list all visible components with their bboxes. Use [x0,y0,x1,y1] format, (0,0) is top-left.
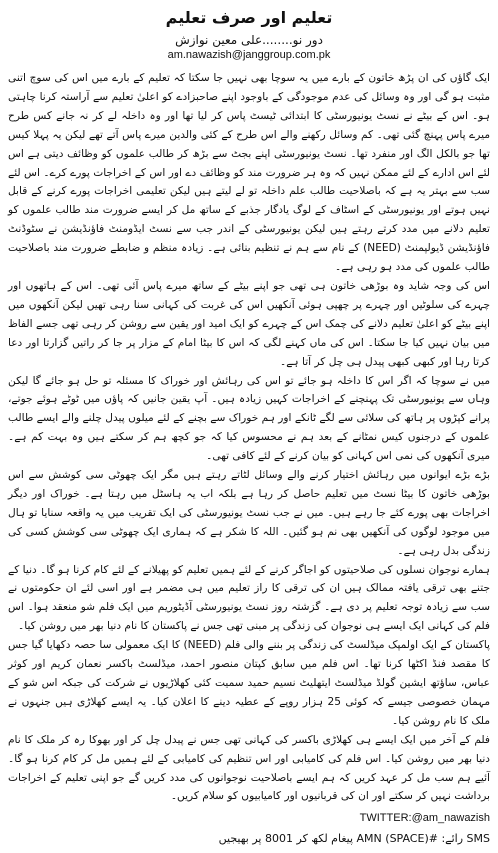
article-paragraph: ہمارے نوجوان نسلوں کی صلاحیتوں کو اجاگر کرنے کے لئے ہمیں تعلیم کو پھیلانے کے لئے کام کرنا ہو گا۔ دنیا کے جتنے بھی ترقی یافتہ ممالک ہیں ان کی ترقی کا راز تعلیم میں ہی مضمر ہے اور اسی لئے ان حکومتوں نے سب سے زیادہ توجہ تعلیم پر دی ہے۔ گزشتہ روز نسٹ یونیورسٹی آڈیٹوریم میں ایک فلم شو منعقد ہوا۔ اس فلم کی کہانی ایک ایسے ہی نوجوان کی زندگی پر مبنی تھی جس نے پاکستان کا نام دنیا بھر میں روشن کیا۔ [8,563,490,633]
article-paragraph: پاکستان کے ایک اولمپک میڈلسٹ کی زندگی پر بننے والی فلم (NEED) کا ایک معمولی سا حصہ دکھایا گیا جس کا مقصد فنڈ اکٹھا کرنا تھا۔ اس فلم میں سابق کپتان منصور احمد، میڈلسٹ باکسر نعمان کریم اور کوثر عباس، ساؤتھ ایشین گولڈ میڈلسٹ ایتھلیٹ نسیم حمید سمیت کئی کھلاڑیوں نے شرکت کی جبکہ اس شو کے مہمان خصوصی جیسے کہ کوئی 25 ہزار روپے کے عطیہ دینے کا اعلان کیا۔ یہ ایسے کھلاڑی ہیں جنہوں نے ملک کا نام روشن کیا۔ [8,639,490,727]
article-paragraph: میں نے سوچا کہ اگر اس کا داخلہ ہو جائے تو اس کی رہائش اور خوراک کا مسئلہ تو حل ہو جائے گا لیکن وہاں سے یونیورسٹی تک پہنچنے کے اخراجات کہیں زیادہ ہیں۔ آپ یقین جانیں کہ پاؤں میں ٹوٹے ہوئے جوتے، پرانے کپڑوں پر ہاتھ کی سلائی سے لگے ٹانکے اور ہم خوراک سے بچنے کے لئے میلوں پیدل چلنے والے ایسے طالب علموں کے درجنوں کیس نمٹانے کے بعد ہم نے محسوس کیا کہ جو کچھ ہم کر سکتے ہیں وہ بہت کم ہے۔ میری آنکھوں کی نمی اس کہانی کو بیان کرنے کے لئے کافی تھی۔ [8,374,490,463]
article-paragraph: اس کی وجہ شاید وہ بوڑھی خاتون ہی تھی جو اپنے بیٹے کے ساتھ میرے پاس آئی تھی۔ اس کے ہاتھوں اور چہرے کی سلوٹیں اور چہرے پر چھپی ہوئی آنکھیں اس کی غربت کی کہانی سنا رہی تھیں لیکن آنکھوں میں اپنے بیٹے کو اعلیٰ تعلیم دلانے کی چمک اس کے چہرے کو ایک امید اور یقین سے روشن کر رہی تھی جسے الفاظ میں بیان نہیں کیا جا سکتا۔ اس کی ماں کہنے لگی کہ اس کا بیٹا امام کے مزار پر جا کر راتیں گزارتا اور دعا کرتا رہا اور کبھی کبھی پیدل ہی چل کر آتا ہے۔ [8,279,490,368]
article-paragraph: بڑے بڑے ایوانوں میں رہائش اختیار کرنے والے وسائل لٹاتے رہتے ہیں مگر ایک چھوٹی سی کوشش سے اس بوڑھی خاتون کا بیٹا نسٹ میں تعلیم حاصل کر رہا ہے بلکہ اب یہ ہاسٹل میں رہتا ہے۔ خوراک اور دیگر اخراجات بھی پورے کئے جا رہے ہیں۔ میں نے جب نسٹ یونیورسٹی کی ایک تقریب میں یہ واقعہ سنایا تو ہال میں موجود لوگوں کی آنکھیں بھی نم ہو گئیں۔ اللہ کا شکر ہے کہ ہماری ایک چھوٹی سی کوشش کسی کی زندگی بدل رہی ہے۔ [8,469,490,557]
twitter-handle: TWITTER:@am_nawazish [359,812,490,824]
article-paragraph: فلم کے آخر میں ایک ایسے ہی کھلاڑی باکسر کی کہانی تھی جس نے پیدل چل کر اور بھوکا رہ کر ملک کا نام دنیا بھر میں روشن کیا۔ اس فلم کی کامیابی اور اس تنظیم کی کامیابی کے لئے ہمیں مل کر کام کرنا ہو گا۔ آئیے ہم سب مل کر عہد کریں کہ ہم ایسے باصلاحیت نوجوانوں کی مدد کریں گے جو اپنی تعلیم کے اخراجات برداشت نہیں کر سکتے اور ان کی قربانیوں اور کامیابیوں کو سلام کریں۔ [8,733,490,803]
article-byline: دور نو........علی معین نوازش [175,33,323,47]
article-paragraph: ایک گاؤں کی ان پڑھ خاتون کے بارے میں یہ سوچا بھی نہیں جا سکتا کہ تعلیم کے بارے میں اس کی سوچ اتنی مثبت ہو گی اور وہ وسائل کی عدم موجودگی کے باوجود اپنے صاحبزادے کو اعلیٰ تعلیم سے آراستہ کرنا چاہتی ہو۔ اس کے بیٹے نے نسٹ یونیورسٹی کا ابتدائی ٹیسٹ پاس کر لیا تھا اور وہ داخلہ لے کر نہ جانے کس طرح میرے پاس پہنچ گئی تھی۔ کم وسائل رکھنے والے اس طرح کے کئی والدین میرے پاس آتے تھے لیکن یہ پہلا کیس تھا جو بالکل الگ اور منفرد تھا۔ نسٹ یونیورسٹی اپنے بجٹ سے بڑھ کر طالب علموں کو وظائف دیتی ہے اس لئے اس ادارے کے لئے ممکن نہیں کہ وہ ہر ضرورت مند کو وظائف دے اور اس کے اخراجات پورے کرے۔ اس لئے سب سے بہتر یہ ہے کہ باصلاحیت طالب علم داخلہ تو لے لیتے ہیں لیکن تعلیمی اخراجات پورے کرنے کے قابل نہیں ہوتے اور یونیورسٹی کے اسٹاف کے لوگ یادگار جذبے کے ساتھ مل کر ایسے ضرورت مند طالب علموں کو تعلیم دلانے میں مدد کرتے رہتے ہیں لیکن یونیورسٹی کے اندر جب سے نسٹ ایڈومنٹ فاؤنڈیشن نے سٹوڈنٹ فاؤنڈیشن ڈیولپمنٹ (NEED) کے نام سے ہم نے تنظیم بنائی ہے۔ زیادہ منظم و ضابطے ضرورت مند باصلاحیت طالب علموں کی مدد ہو رہی ہے۔ [8,72,490,274]
author-email: am.nawazish@janggroup.com.pk [167,49,331,61]
article-body [8,69,490,806]
sms-feedback-line: SMS رائے: #AMN (SPACE) پیغام لکھ کر 8001 پر بھیجیں [218,832,490,845]
article-title: تعلیم اور صرف تعلیم [165,8,333,27]
